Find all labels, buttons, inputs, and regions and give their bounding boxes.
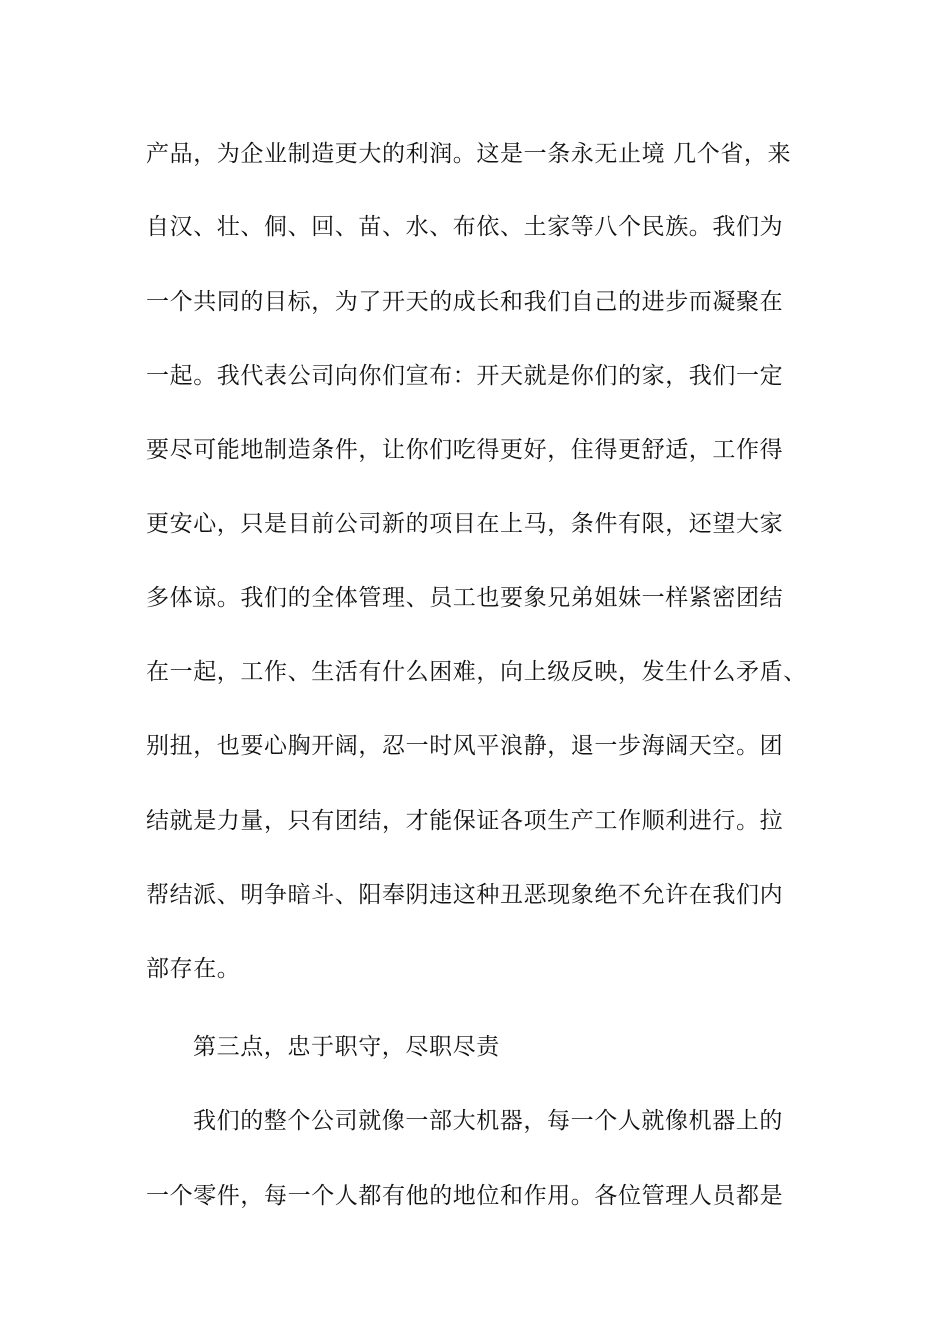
text-line: 要尽可能地制造条件，让你们吃得更好，住得更舒适，工作得 (146, 437, 784, 463)
text-line: 别扭，也要心胸开阔，忍一时风平浪静，退一步海阔天空。团 (146, 733, 784, 759)
text-line: 结就是力量，只有团结，才能保证各项生产工作顺利进行。拉 (146, 808, 784, 834)
text-line: 多体谅。我们的全体管理、员工也要象兄弟姐妹一样紧密团结 (146, 585, 784, 611)
text-line: 产品，为企业制造更大的利润。这是一条永无止境 几个省，来 (146, 141, 792, 167)
text-line: 更安心，只是目前公司新的项目在上马，条件有限，还望大家 (146, 511, 784, 537)
text-line: 自汉、壮、侗、回、苗、水、布依、土家等八个民族。我们为 (146, 214, 784, 240)
text-line: 帮结派、明争暗斗、阳奉阴违这种丑恶现象绝不允许在我们内 (146, 882, 784, 908)
text-line: 一个共同的目标，为了开天的成长和我们自己的进步而凝聚在 (146, 289, 784, 315)
section-heading: 第三点，忠于职守，尽职尽责 (193, 1034, 500, 1060)
text-line: 我们的整个公司就像一部大机器，每一个人就像机器上的 (193, 1108, 783, 1134)
text-line: 部存在。 (146, 956, 241, 982)
text-line: 一个零件，每一个人都有他的地位和作用。各位管理人员都是 (146, 1183, 784, 1209)
text-line: 在一起，工作、生活有什么困难，向上级反映，发生什么矛盾、 (146, 659, 807, 685)
text-line: 一起。我代表公司向你们宣布：开天就是你们的家，我们一定 (146, 363, 784, 389)
